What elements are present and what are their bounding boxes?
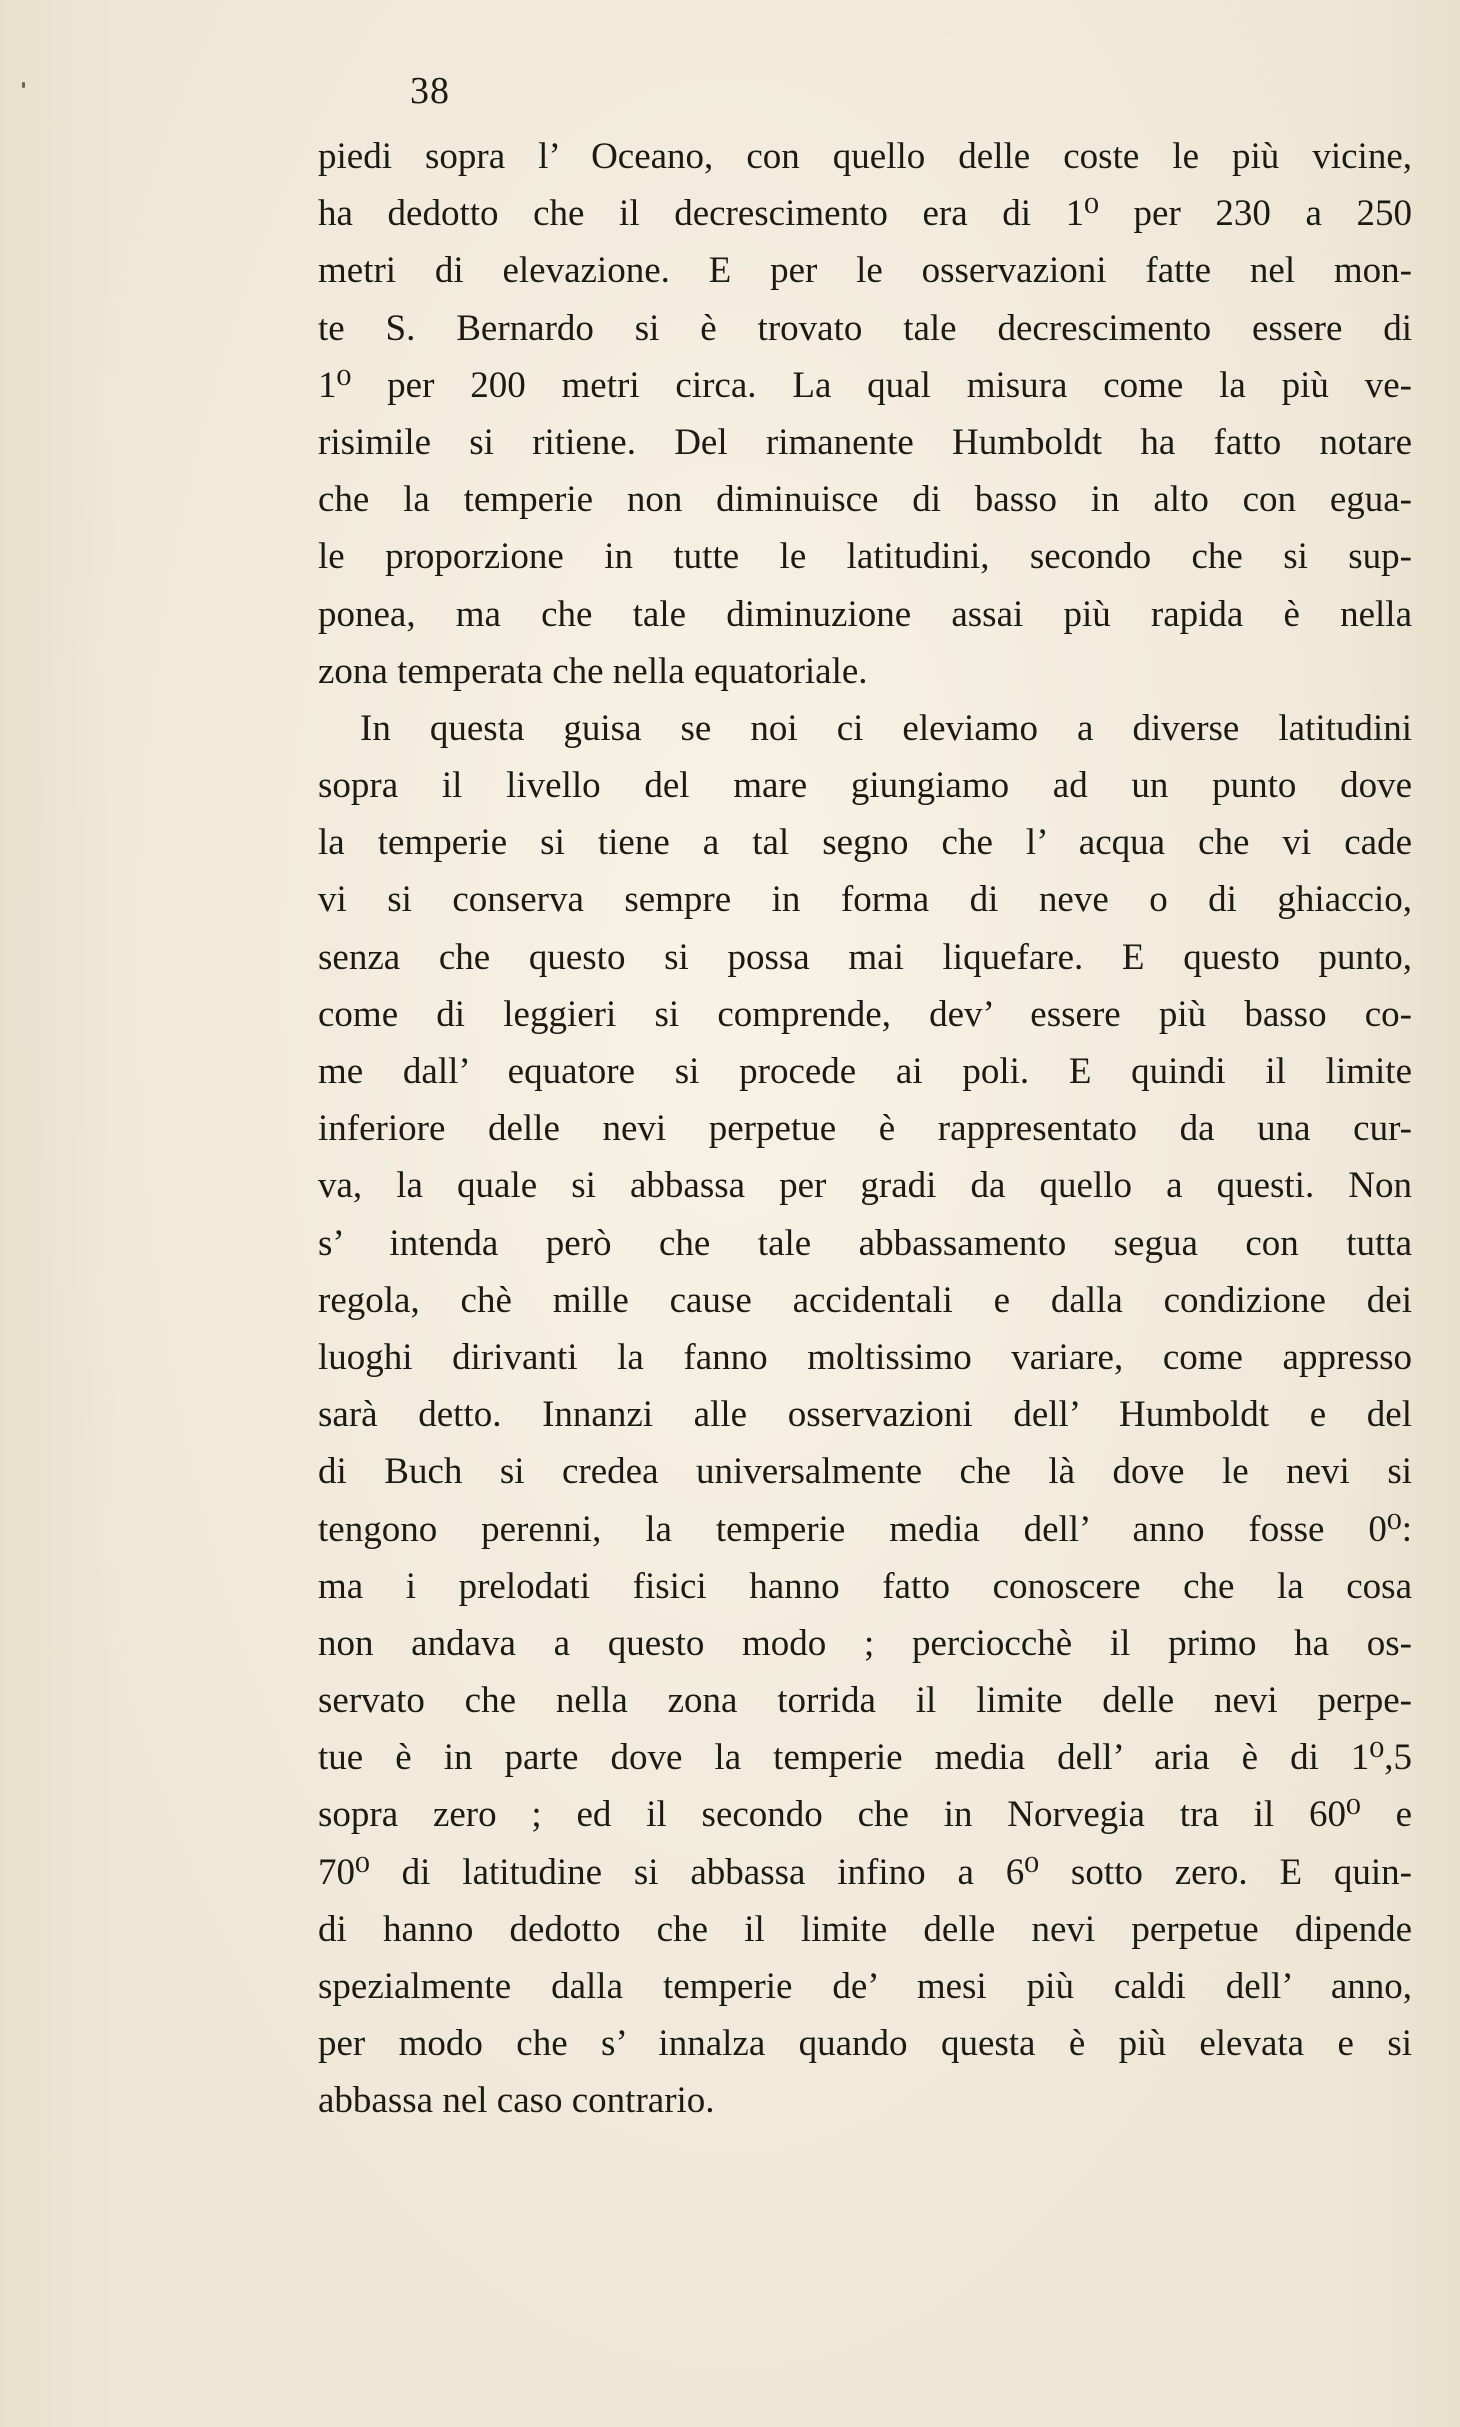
text-line: risimile si ritiene. Del rimanente Humboldt ha fatto notare [318,421,1412,463]
text-line-paragraph-end: zona temperata che nella equatoriale. [318,650,868,692]
text-line: che la temperie non diminuisce di basso in alto con egua- [318,479,1412,521]
text-line: le proporzione in tutte le latitudini, secondo che si sup- [318,536,1412,578]
text-line: inferiore delle nevi perpetue è rappresentato da una cur- [318,1108,1412,1150]
text-line: 70⁰ di latitudine si abbassa infino a 6⁰ sotto zero. E quin- [318,1851,1412,1893]
text-line: regola, chè mille cause accidentali e dalla condizione dei [318,1279,1412,1321]
text-line: non andava a questo modo ; perciocchè il primo ha os- [318,1622,1412,1664]
text-line: luoghi dirivanti la fanno moltissimo variare, come appresso [318,1336,1412,1378]
page-number: 38 [410,70,450,112]
text-line: di hanno dedotto che il limite delle nevi perpetue dipende [318,1908,1412,1950]
text-line: va, la quale si abbassa per gradi da quello a questi. Non [318,1165,1412,1207]
text-line: come di leggieri si comprende, dev’ essere più basso co- [318,993,1412,1035]
text-line: sarà detto. Innanzi alle osservazioni dell’ Humboldt e del [318,1394,1412,1436]
text-line: di Buch si credea universalmente che là dove le nevi si [318,1451,1412,1493]
text-line: la temperie si tiene a tal segno che l’ acqua che vi cade [318,822,1412,864]
text-line: me dall’ equatore si procede ai poli. E quindi il limite [318,1051,1412,1092]
text-line: ha dedotto che il decrescimento era di 1⁰ per 230 a 250 [318,193,1412,235]
text-line: metri di elevazione. E per le osservazioni fatte nel mon- [318,250,1412,292]
text-line-paragraph-start: In questa guisa se noi ci eleviamo a diverse latitudini [360,707,1412,749]
text-line-paragraph-end: abbassa nel caso contrario. [318,2080,715,2122]
text-line: sopra il livello del mare giungiamo ad un punto dove [318,765,1412,807]
text-line: spezialmente dalla temperie de’ mesi più caldi dell’ anno, [318,1966,1412,2007]
text-line: 1⁰ per 200 metri circa. La qual misura come la più ve- [318,364,1412,406]
text-line: vi si conserva sempre in forma di neve o di ghiaccio, [318,879,1412,921]
text-line: servato che nella zona torrida il limite delle nevi perpe- [318,1680,1412,1722]
body-text [318,128,1412,2130]
text-line: ponea, ma che tale diminuzione assai più rapida è nella [318,593,1412,635]
text-line: per modo che s’ innalza quando questa è più elevata e si [318,2023,1412,2065]
text-line: sopra zero ; ed il secondo che in Norvegia tra il 60⁰ e [318,1794,1412,1836]
text-line: senza che questo si possa mai liquefare. E questo punto, [318,936,1412,978]
text-line: te S. Bernardo si è trovato tale decrescimento essere di [318,307,1412,349]
text-line: tue è in parte dove la temperie media dell’ aria è di 1⁰,5 [318,1737,1412,1779]
ink-speck [22,82,25,88]
text-line: piedi sopra l’ Oceano, con quello delle coste le più vicine, [318,136,1412,177]
text-line: ma i prelodati fisici hanno fatto conoscere che la cosa [318,1565,1412,1607]
text-line: tengono perenni, la temperie media dell’ anno fosse 0⁰: [318,1508,1412,1550]
text-line: s’ intenda però che tale abbassamento segua con tutta [318,1222,1412,1264]
